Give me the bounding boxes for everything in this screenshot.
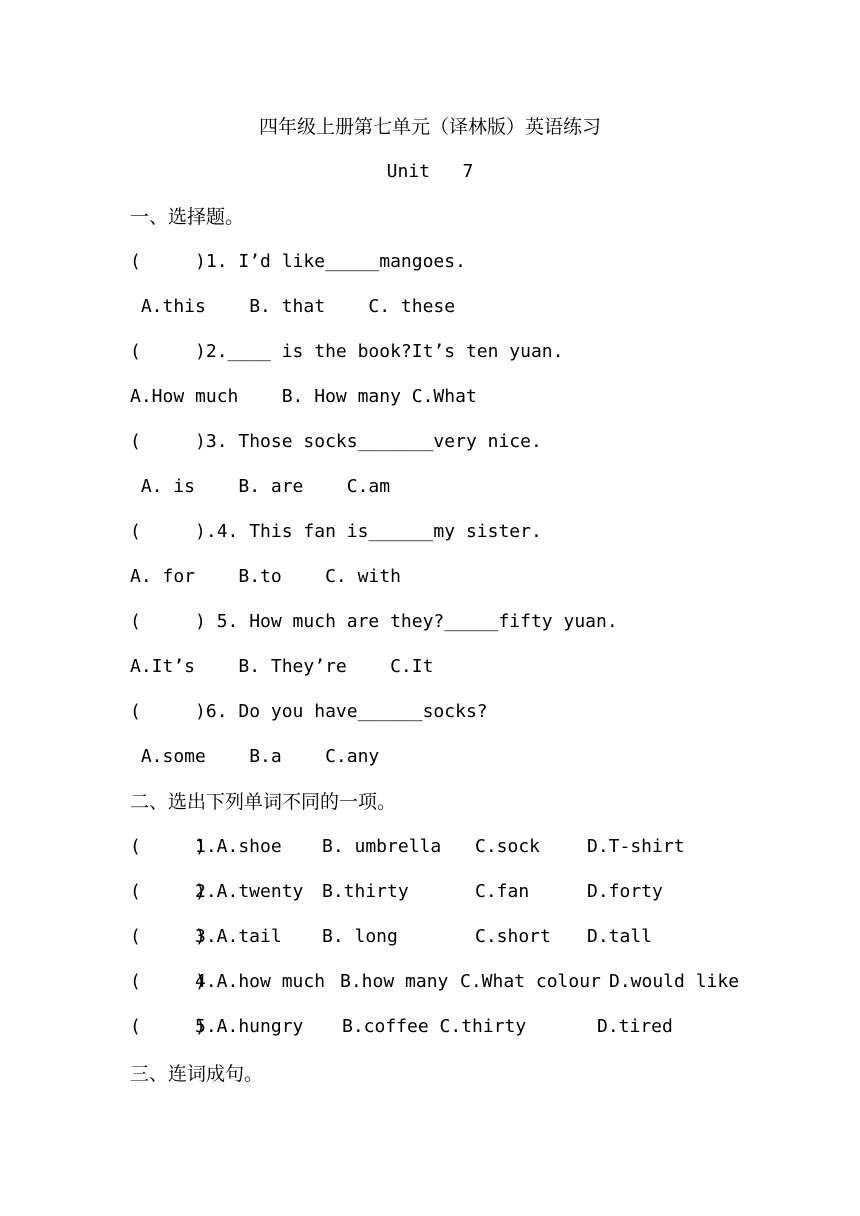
section1-heading: 一、选择题。 (130, 206, 245, 228)
word-option-a: 3.A.tail (195, 926, 282, 947)
word-option-b: B.how many (340, 971, 449, 992)
question-4-stem: ( ).4. This fan is______my sister. (130, 521, 542, 542)
word-option-c: C.What colour (460, 971, 601, 992)
word-option-d: D.would like (609, 971, 740, 992)
question-6-options: A.some B.a C.any (130, 746, 380, 767)
word-option-d: D.tired (597, 1016, 673, 1037)
section3-heading: 三、连词成句。 (130, 1063, 264, 1085)
question-5-options: A.It’s B. They’re C.It (130, 656, 434, 677)
word-option-a: 4.A.how much (195, 971, 326, 992)
word-option-d: D.tall (587, 926, 653, 947)
word-option-b: B. long (322, 926, 398, 947)
word-option-a: 1.A.shoe (195, 836, 282, 857)
question-1-options: A.this B. that C. these (130, 296, 456, 317)
word-option-c: C.sock (475, 836, 541, 857)
question-4-options: A. for B.to C. with (130, 566, 401, 587)
question-3-stem: ( )3. Those socks_______very nice. (130, 431, 542, 452)
question-1-stem: ( )1. I’d like_____mangoes. (130, 251, 466, 272)
word-option-b: B. umbrella (322, 836, 442, 857)
question-3-options: A. is B. are C.am (130, 476, 391, 497)
answer-paren: ( ) (130, 881, 206, 902)
unit-subtitle: Unit 7 (386, 161, 474, 182)
word-option-b: B.coffee C.thirty (342, 1016, 527, 1037)
section2-heading: 二、选出下列单词不同的一项。 (130, 791, 397, 813)
question-6-stem: ( )6. Do you have______socks? (130, 701, 488, 722)
question-2-options: A.How much B. How many C.What (130, 386, 477, 407)
question-2-stem: ( )2.____ is the book?It’s ten yuan. (130, 341, 564, 362)
word-option-a: 2.A.twenty (195, 881, 304, 902)
word-option-c: C.short (475, 926, 551, 947)
answer-paren: ( ) (130, 926, 206, 947)
word-option-a: 5.A.hungry (195, 1016, 304, 1037)
word-option-b: B.thirty (322, 881, 409, 902)
page-title: 四年级上册第七单元（译林版）英语练习 (258, 116, 601, 138)
answer-paren: ( ) (130, 1016, 206, 1037)
answer-paren: ( ) (130, 971, 206, 992)
word-option-d: D.T-shirt (587, 836, 685, 857)
word-option-d: D.forty (587, 881, 663, 902)
question-5-stem: ( ) 5. How much are they?_____fifty yuan. (130, 611, 618, 632)
answer-paren: ( ) (130, 836, 206, 857)
word-option-c: C.fan (475, 881, 530, 902)
